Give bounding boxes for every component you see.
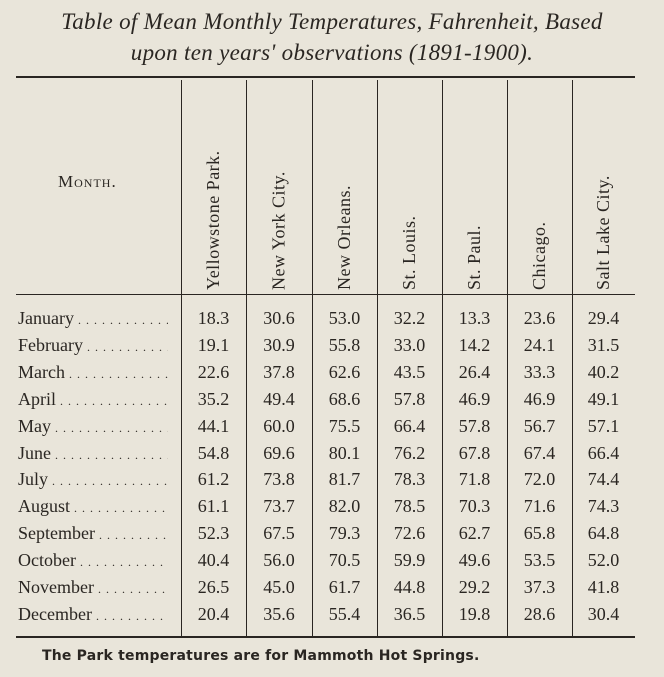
temperature-cell: 35.6	[263, 603, 295, 624]
temperature-cell: 61.7	[328, 577, 361, 597]
temperature-cell: 72.0	[523, 469, 556, 490]
temperature-cell: 44.1	[197, 415, 230, 436]
bottom-rule	[16, 636, 635, 638]
temperature-cell: 13.3	[458, 308, 491, 328]
month-label: July . . .	[18, 469, 168, 490]
table-row	[0, 577, 664, 604]
month-label: August . . .	[18, 496, 168, 517]
temperature-cell: 62.7	[458, 523, 491, 544]
table-row	[0, 523, 664, 550]
temperature-cell: 60.0	[263, 415, 295, 436]
table-row	[0, 362, 664, 389]
temperature-cell: 14.2	[458, 334, 491, 355]
temperature-cell: 67.4	[523, 442, 556, 463]
table-row	[0, 308, 664, 335]
header-rule	[16, 294, 635, 295]
temperature-cell: 55.4	[328, 603, 361, 624]
temperature-cell: 53.0	[328, 308, 361, 328]
month-column-header: Month.	[58, 172, 117, 191]
temperature-cell: 70.5	[328, 550, 361, 571]
temperature-cell: 74.4	[587, 469, 620, 490]
top-rule	[16, 76, 635, 78]
temperature-cell: 45.0	[263, 577, 295, 597]
temperature-cell: 71.8	[458, 469, 491, 490]
temperature-cell: 52.0	[587, 550, 620, 571]
temperature-cell: 40.2	[587, 361, 620, 382]
month-label: February . . .	[18, 335, 168, 356]
temperature-cell: 64.8	[587, 523, 620, 544]
temperature-cell: 46.9	[523, 388, 556, 409]
temperature-cell: 28.6	[523, 603, 556, 624]
temperature-cell: 57.1	[587, 415, 620, 436]
month-label: October . . .	[18, 550, 168, 571]
temperature-cell: 41.8	[587, 577, 620, 597]
temperature-cell: 56.0	[263, 550, 295, 571]
temperature-cell: 82.0	[328, 496, 361, 517]
temperature-cell: 68.6	[328, 388, 361, 409]
temperature-cell: 71.6	[523, 496, 556, 517]
temperature-cell: 26.5	[197, 577, 230, 597]
temperature-cell: 46.9	[458, 388, 491, 409]
temperature-cell: 36.5	[393, 603, 426, 624]
temperature-cell: 73.7	[263, 496, 295, 517]
temperature-cell: 66.4	[587, 442, 620, 463]
temperature-cell: 29.4	[587, 308, 620, 328]
temperature-cell: 78.3	[393, 469, 426, 490]
column-header: St. Louis.	[399, 215, 419, 290]
temperature-cell: 55.8	[328, 334, 361, 355]
temperature-cell: 65.8	[523, 523, 556, 544]
temperature-cell: 24.1	[523, 334, 556, 355]
month-label: September . . .	[18, 523, 168, 544]
temperature-cell: 59.9	[393, 550, 426, 571]
column-header: St. Paul.	[464, 224, 484, 290]
table-row	[0, 443, 664, 470]
temperature-cell: 54.8	[197, 442, 230, 463]
temperature-cell: 61.1	[197, 496, 230, 517]
temperature-cell: 52.3	[197, 523, 230, 544]
temperature-cell: 81.7	[328, 469, 361, 490]
month-label: June . . .	[18, 443, 168, 464]
title-line-1: Table of Mean Monthly Temperatures, Fahrenheit, Based	[61, 9, 603, 34]
temperature-cell: 70.3	[458, 496, 491, 517]
temperature-cell: 43.5	[393, 361, 426, 382]
temperature-cell: 67.8	[458, 442, 491, 463]
temperature-cell: 80.1	[328, 442, 361, 463]
temperature-cell: 40.4	[197, 550, 230, 571]
temperature-cell: 26.4	[458, 361, 491, 382]
table-row	[0, 496, 664, 523]
temperature-cell: 20.4	[197, 603, 230, 624]
temperature-cell: 79.3	[328, 523, 361, 544]
temperature-cell: 49.4	[263, 388, 295, 409]
temperature-cell: 57.8	[458, 415, 491, 436]
table-row	[0, 469, 664, 496]
temperature-cell: 62.6	[328, 361, 361, 382]
column-header: Chicago.	[529, 221, 549, 290]
temperature-cell: 19.1	[197, 334, 230, 355]
footnote: The Park temperatures are for Mammoth Hot Springs.	[42, 648, 480, 664]
month-label: May . . .	[18, 416, 168, 437]
temperature-cell: 33.3	[523, 361, 556, 382]
table-row	[0, 416, 664, 443]
temperature-cell: 69.6	[263, 442, 295, 463]
temperature-cell: 61.2	[197, 469, 230, 490]
temperature-cell: 29.2	[458, 577, 491, 597]
temperature-cell: 74.3	[587, 496, 620, 517]
temperature-cell: 30.9	[263, 334, 295, 355]
table-row	[0, 550, 664, 577]
table-row	[0, 389, 664, 416]
temperature-cell: 19.8	[458, 603, 491, 624]
temperature-cell: 66.4	[393, 415, 426, 436]
month-label: December . . .	[18, 604, 168, 625]
temperature-cell: 73.8	[263, 469, 295, 490]
table-row	[0, 604, 664, 631]
temperature-cell: 49.6	[458, 550, 491, 571]
temperature-cell: 67.5	[263, 523, 295, 544]
temperature-cell: 75.5	[328, 415, 361, 436]
month-label: November . . .	[18, 577, 168, 598]
temperature-cell: 49.1	[587, 388, 620, 409]
table-row	[0, 335, 664, 362]
temperature-cell: 18.3	[197, 308, 230, 328]
month-label: April . . .	[18, 389, 168, 410]
temperature-cell: 31.5	[587, 334, 620, 355]
temperature-cell: 37.8	[263, 361, 295, 382]
month-label: March . . .	[18, 362, 168, 383]
temperature-cell: 56.7	[523, 415, 556, 436]
temperature-cell: 30.4	[587, 603, 620, 624]
temperature-cell: 53.5	[523, 550, 556, 571]
temperature-cell: 22.6	[197, 361, 230, 382]
column-header: Salt Lake City.	[593, 175, 613, 290]
month-label: January . . .	[18, 308, 168, 329]
temperature-cell: 72.6	[393, 523, 426, 544]
column-header: New York City.	[268, 171, 289, 290]
temperature-cell: 37.3	[523, 577, 556, 597]
column-header: Yellowstone Park.	[203, 150, 223, 290]
temperature-cell: 33.0	[393, 334, 426, 355]
temperature-cell: 44.8	[393, 577, 426, 597]
temperature-cell: 23.6	[523, 308, 556, 328]
temperature-cell: 57.8	[393, 388, 426, 409]
table-title	[0, 6, 664, 68]
temperature-cell: 76.2	[393, 442, 426, 463]
temperature-cell: 78.5	[393, 496, 426, 517]
temperature-cell: 32.2	[393, 308, 426, 328]
temperature-cell: 30.6	[263, 308, 295, 328]
temperature-cell: 35.2	[197, 388, 230, 409]
column-header: New Orleans.	[334, 185, 354, 290]
title-line-2: upon ten years' observations (1891-1900).	[130, 40, 534, 65]
